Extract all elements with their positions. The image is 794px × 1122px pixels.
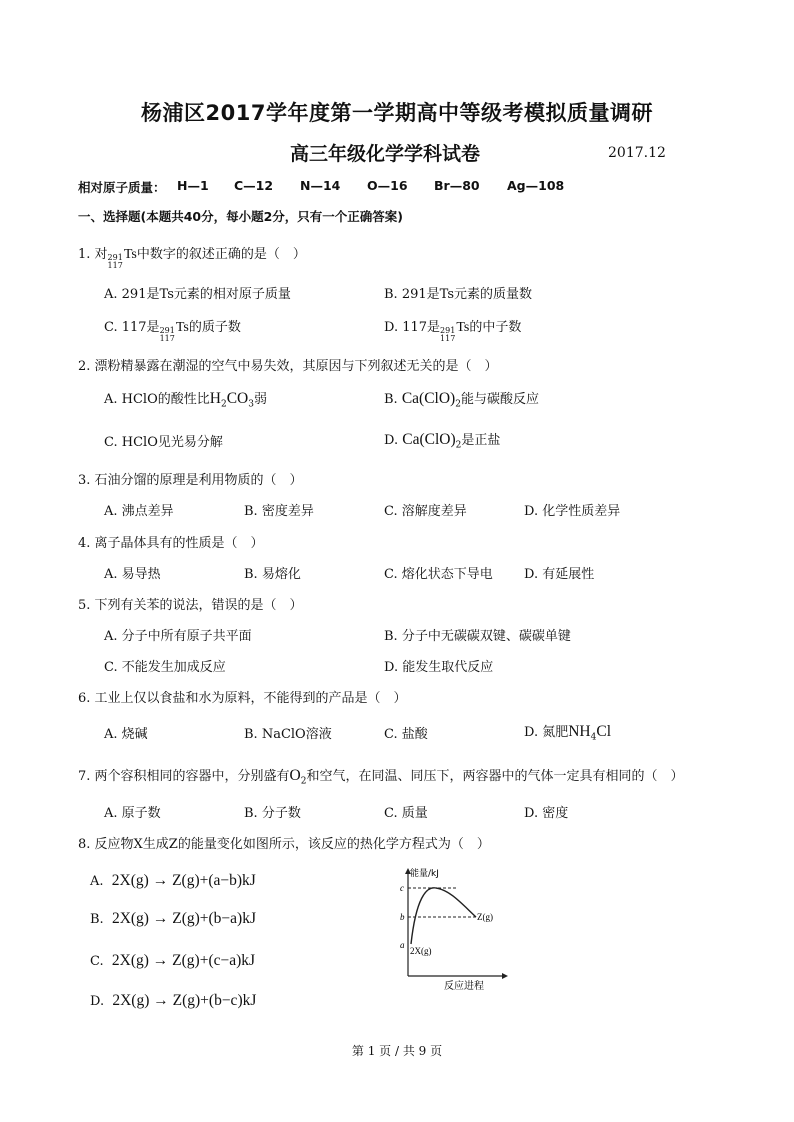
q6-option-b: B. NaClO溶液: [244, 727, 332, 742]
question-1-stem: [78, 243, 306, 270]
question-6-stem: 6. 工业上仅以食盐和水为原料，不能得到的产品是（ ）: [78, 691, 407, 706]
question-5-stem: 5. 下列有关苯的说法，错误的是（ ）: [78, 598, 303, 613]
formula-subscript: 2: [300, 776, 307, 787]
atomic-mass-o: O—16: [367, 178, 408, 193]
atomic-mass-label: 相对原子质量：: [78, 180, 166, 195]
energy-diagram-svg: [388, 864, 510, 994]
option-suffix: 的质子数: [188, 320, 241, 335]
q8-option-b: [90, 910, 256, 928]
element-symbol: Ts: [456, 320, 470, 335]
equation: 2X(g) → Z(g)+(b−a)kJ: [111, 910, 256, 927]
q7-option-b: B. 分子数: [244, 806, 301, 821]
formula-subscript: 2: [455, 399, 461, 410]
q4-option-c: C. 熔化状态下导电: [384, 567, 493, 582]
end-label: Z(g): [477, 912, 493, 922]
option-suffix: 的中子数: [469, 320, 522, 335]
q2-option-b: [384, 388, 539, 410]
exam-date: 2017.12: [608, 145, 666, 161]
option-letter: B.: [90, 912, 104, 927]
q7-option-d: D. 密度: [524, 806, 569, 821]
stem-suffix: 和空气，在同温、同压下，两容器中的气体一定具有相同的（ ）: [306, 769, 684, 784]
equation: 2X(g) → Z(g)+(c−a)kJ: [111, 952, 256, 969]
option-letter: A.: [90, 874, 104, 889]
q8-option-d: [90, 992, 256, 1010]
reaction-curve: [411, 888, 476, 944]
isotope-numbers: [160, 327, 175, 343]
q5-option-b: B. 分子中无碳碳双键、碳碳单键: [384, 629, 571, 644]
atomic-number: 117: [159, 334, 175, 343]
atomic-mass-h: H—1: [177, 178, 209, 193]
option-letter: C.: [90, 954, 104, 969]
formula: Ca(ClO): [402, 431, 456, 448]
exam-subtitle: 高三年级化学学科试卷: [290, 143, 481, 165]
mass-number: 291: [440, 326, 456, 335]
atomic-number: 117: [107, 261, 123, 270]
level-a-label: a: [400, 940, 405, 950]
level-c-label: c: [400, 883, 404, 893]
exam-title: 杨浦区2017学年度第一学期高中等级考模拟质量调研: [141, 101, 653, 125]
mass-number: 291: [159, 326, 175, 335]
option-prefix: A. HClO的酸性比: [104, 392, 210, 407]
q6-option-c: C. 盐酸: [384, 727, 428, 742]
atomic-mass-c: C—12: [234, 178, 274, 193]
q2-option-d: [384, 429, 500, 451]
mass-number: 291: [107, 253, 123, 262]
q4-option-b: B. 易熔化: [244, 567, 301, 582]
question-2-stem: 2. 漂粉精暴露在潮湿的空气中易失效，其原因与下列叙述无关的是（ ）: [78, 359, 498, 374]
question-3-stem: 3. 石油分馏的原理是利用物质的（ ）: [78, 473, 303, 488]
q7-option-a: A. 原子数: [104, 806, 161, 821]
atomic-number: 117: [440, 334, 456, 343]
atomic-mass-ag: Ag—108: [507, 178, 565, 193]
atomic-mass-n: N—14: [300, 178, 341, 193]
q5-option-c: C. 不能发生加成反应: [104, 660, 226, 675]
option-letter: D.: [90, 994, 105, 1009]
formula: O: [289, 767, 301, 784]
option-suffix: 是正盐: [461, 433, 501, 448]
q6-option-a: A. 烧碱: [104, 727, 148, 742]
isotope-numbers: [108, 254, 123, 270]
option-suffix: 能与碳酸反应: [460, 392, 539, 407]
q8-option-c: [90, 952, 255, 970]
stem-prefix: 1. 对: [78, 247, 108, 262]
formula-subscript: 4: [590, 732, 597, 743]
atomic-mass-br: Br—80: [434, 178, 480, 193]
q3-option-d: D. 化学性质差异: [524, 504, 621, 519]
energy-diagram: [388, 864, 510, 994]
formula-part: H: [209, 390, 221, 407]
question-4-stem: 4. 离子晶体具有的性质是（ ）: [78, 536, 264, 551]
level-b-label: b: [400, 912, 405, 922]
x-axis-label: 反应进程: [444, 981, 484, 992]
q4-option-d: D. 有延展性: [524, 567, 595, 582]
option-prefix: D. 氮肥: [524, 725, 569, 740]
equation: 2X(g) → Z(g)+(b−c)kJ: [112, 992, 257, 1009]
q2-option-a: [104, 388, 267, 410]
formula-part: CO: [226, 390, 249, 407]
x-axis-arrow: [502, 973, 508, 979]
option-prefix: C. 117是: [104, 320, 160, 335]
question-7-stem: [78, 765, 684, 787]
section-heading: 一、选择题(本题共40分，每小题2分，只有一个正确答案): [78, 209, 404, 224]
q3-option-c: C. 溶解度差异: [384, 504, 467, 519]
option-prefix: B.: [384, 392, 398, 407]
start-label: 2X(g): [410, 946, 432, 956]
formula-subscript: 2: [455, 440, 462, 451]
option-suffix: 弱: [253, 392, 267, 407]
option-prefix: D.: [384, 433, 399, 448]
stem-suffix: 中数字的叙述正确的是（ ）: [136, 247, 306, 262]
isotope-numbers: [440, 327, 455, 343]
q1-option-c: [104, 316, 241, 343]
q3-option-a: A. 沸点差异: [104, 504, 174, 519]
formula-part: NH: [568, 723, 591, 740]
q8-option-a: [90, 872, 256, 890]
q5-option-a: A. 分子中所有原子共平面: [104, 629, 252, 644]
element-symbol: Ts: [175, 320, 189, 335]
q4-option-a: A. 易导热: [104, 567, 161, 582]
q1-option-a: A. 291是Ts元素的相对原子质量: [104, 287, 291, 302]
formula-part: Cl: [596, 723, 612, 740]
q6-option-d: [524, 721, 611, 743]
q2-option-c: C. HClO见光易分解: [104, 435, 223, 450]
formula-subscript: 3: [248, 399, 254, 410]
q3-option-b: B. 密度差异: [244, 504, 314, 519]
stem-prefix: 7. 两个容积相同的容器中，分别盛有: [78, 769, 290, 784]
formula: Ca(ClO): [401, 390, 456, 407]
formula-subscript: 2: [220, 399, 227, 410]
q1-option-b: B. 291是Ts元素的质量数: [384, 287, 533, 302]
q7-option-c: C. 质量: [384, 806, 428, 821]
element-symbol: Ts: [123, 247, 137, 262]
y-axis-label: 能量/kJ: [410, 869, 439, 879]
question-8-stem: 8. 反应物X生成Z的能量变化如图所示，该反应的热化学方程式为（ ）: [78, 837, 490, 852]
q5-option-d: D. 能发生取代反应: [384, 660, 494, 675]
q1-option-d: [384, 316, 521, 343]
equation: 2X(g) → Z(g)+(a−b)kJ: [111, 872, 256, 889]
option-prefix: D. 117是: [384, 320, 441, 335]
page-footer: 第 1 页 / 共 9 页: [351, 1044, 443, 1058]
